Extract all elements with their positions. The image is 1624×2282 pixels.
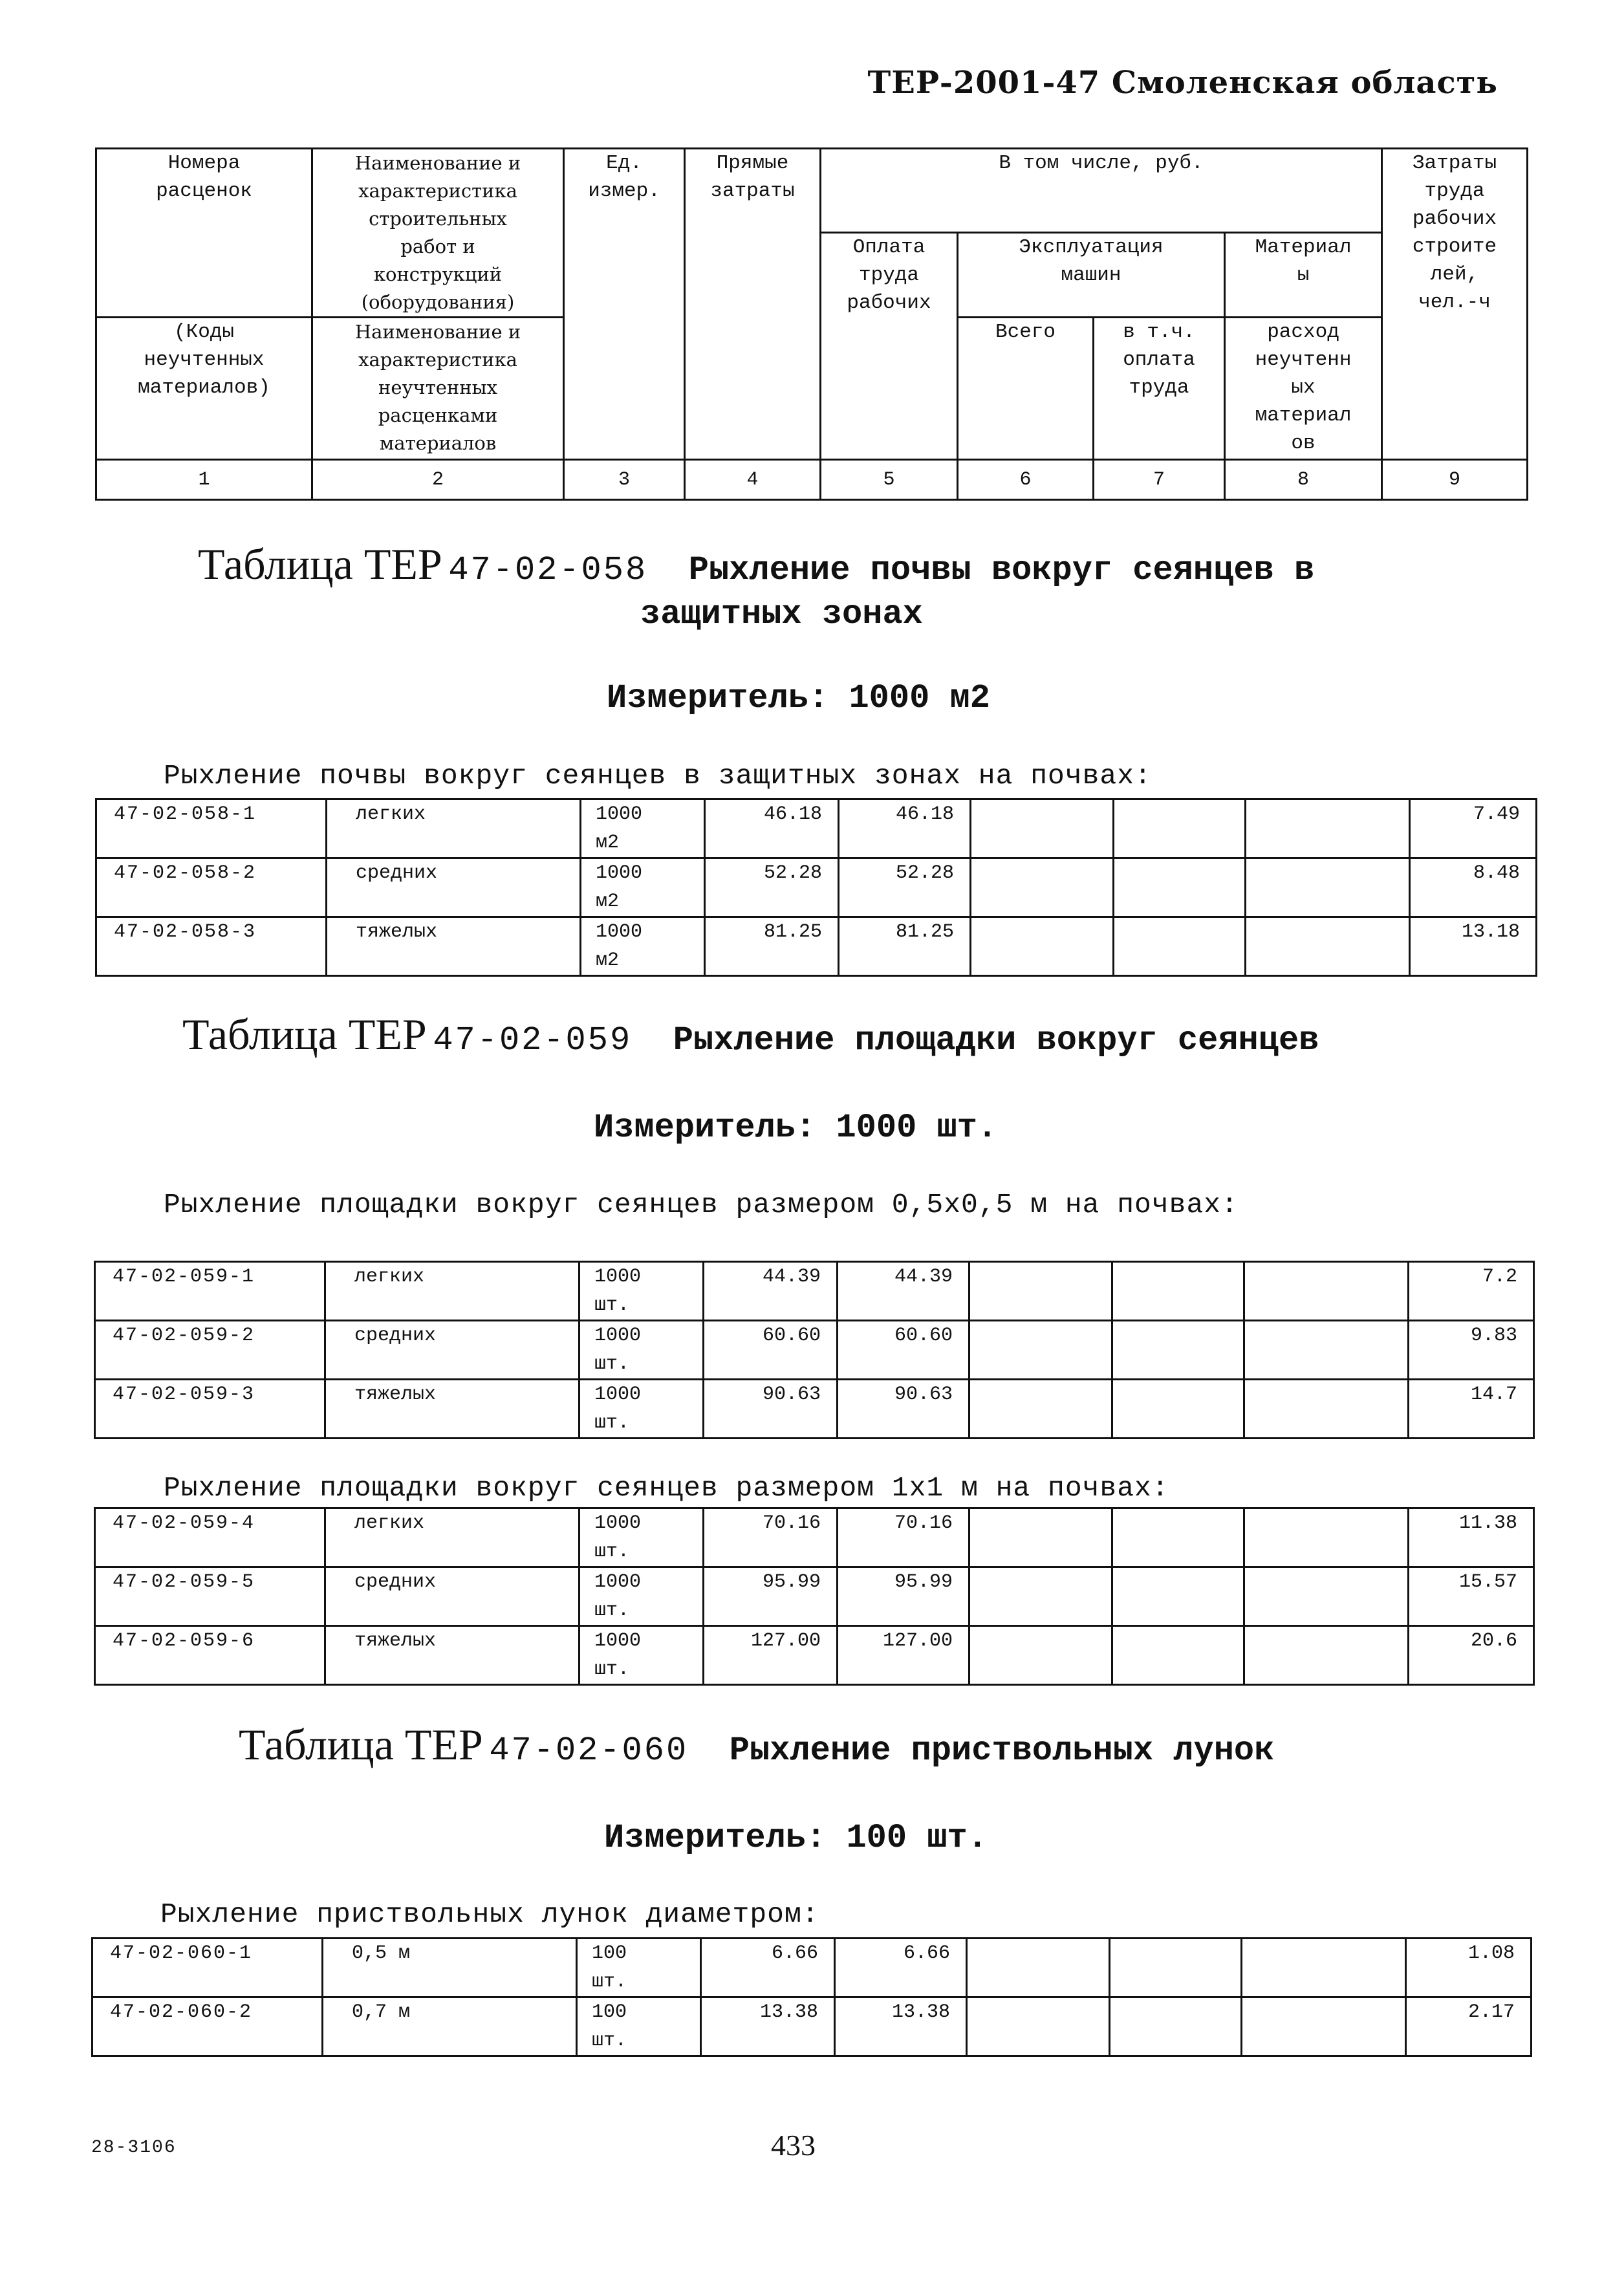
header-col-number: 6 — [958, 460, 1094, 500]
table-row — [95, 1380, 1534, 1439]
direct-cost: 60.60 — [704, 1321, 838, 1380]
table-number: 47-02-058 — [448, 551, 648, 589]
rates-table — [94, 1507, 1535, 1686]
materials — [1244, 1262, 1409, 1321]
work-name: средних — [327, 858, 581, 917]
machine-total — [969, 1380, 1112, 1439]
direct-cost: 6.66 — [701, 1939, 835, 1997]
direct-cost: 127.00 — [704, 1626, 838, 1685]
header-cell-materials: Материал ы — [1225, 233, 1382, 318]
worker-pay: 6.66 — [835, 1939, 967, 1997]
rate-code: 47-02-059-1 — [95, 1262, 325, 1321]
rate-code: 47-02-059-2 — [95, 1321, 325, 1380]
table-row — [95, 1626, 1534, 1685]
machine-total — [967, 1939, 1110, 1997]
work-name: легких — [325, 1262, 579, 1321]
rate-code: 47-02-059-6 — [95, 1626, 325, 1685]
group-caption: Рыхление площадки вокруг сеянцев размером 0,5х0,5 м на почвах: — [164, 1189, 1239, 1221]
unit: 1000 шт. — [579, 1508, 704, 1567]
labor-hours: 2.17 — [1406, 1997, 1532, 2056]
work-name: 0,7 м — [323, 1997, 577, 2056]
direct-cost: 52.28 — [705, 858, 839, 917]
labor-hours: 14.7 — [1409, 1380, 1534, 1439]
table-row — [92, 1939, 1532, 1997]
header-cell-including-group: В том числе, руб. — [821, 149, 1382, 233]
header-cell-machine-group: Эксплуатация машин — [958, 233, 1225, 318]
labor-hours: 7.49 — [1410, 799, 1537, 858]
unit: 1000 шт. — [579, 1567, 704, 1626]
table-row — [95, 1262, 1534, 1321]
direct-cost: 95.99 — [704, 1567, 838, 1626]
rates-table — [95, 798, 1537, 977]
table-row — [92, 1997, 1532, 2056]
machine-total — [969, 1321, 1112, 1380]
worker-pay: 90.63 — [838, 1380, 969, 1439]
table-number: 47-02-060 — [489, 1732, 689, 1770]
work-name: средних — [325, 1567, 579, 1626]
measure-unit: Измеритель: 1000 шт. — [594, 1109, 998, 1147]
header-col-number: 1 — [96, 460, 312, 500]
work-name: тяжелых — [325, 1626, 579, 1685]
header-cell-material-usage: расход неучтенн ых материал ов — [1225, 318, 1382, 460]
header-cell-work-name: Наименование и характеристика строительных работ и конструкций (оборудования) — [312, 149, 564, 318]
table-title — [239, 1719, 1274, 1770]
measure-unit: Измеритель: 100 шт. — [604, 1819, 988, 1857]
page-number: 433 — [771, 2129, 816, 2162]
materials — [1244, 1508, 1409, 1567]
header-cell-rate-numbers: Номера расценок — [96, 149, 312, 318]
machine-pay — [1112, 1567, 1244, 1626]
machine-total — [969, 1567, 1112, 1626]
rate-code: 47-02-059-3 — [95, 1380, 325, 1439]
materials — [1244, 1380, 1409, 1439]
table-row — [95, 1321, 1534, 1380]
header-cell-material-names: Наименование и характеристика неучтенных расценками материалов — [312, 318, 564, 460]
unit: 1000 м2 — [581, 858, 705, 917]
rate-code: 47-02-059-5 — [95, 1567, 325, 1626]
header-cell-direct-costs: Прямые затраты — [685, 149, 821, 460]
table-row — [96, 917, 1537, 976]
direct-cost: 70.16 — [704, 1508, 838, 1567]
worker-pay: 95.99 — [838, 1567, 969, 1626]
machine-pay — [1110, 1997, 1242, 2056]
labor-hours: 8.48 — [1410, 858, 1537, 917]
materials — [1244, 1321, 1409, 1380]
measure-unit: Измеритель: 1000 м2 — [607, 679, 990, 717]
labor-hours: 9.83 — [1409, 1321, 1534, 1380]
machine-pay — [1112, 1321, 1244, 1380]
machine-total — [971, 799, 1114, 858]
machine-pay — [1110, 1939, 1242, 1997]
rate-code: 47-02-059-4 — [95, 1508, 325, 1567]
worker-pay: 70.16 — [838, 1508, 969, 1567]
machine-total — [969, 1508, 1112, 1567]
worker-pay: 13.38 — [835, 1997, 967, 2056]
rate-code: 47-02-060-2 — [92, 1997, 323, 2056]
labor-hours: 20.6 — [1409, 1626, 1534, 1685]
group-caption: Рыхление приствольных лунок диаметром: — [160, 1898, 819, 1930]
materials — [1242, 1939, 1406, 1997]
machine-pay — [1112, 1626, 1244, 1685]
rate-code: 47-02-058-3 — [96, 917, 327, 976]
table-title — [198, 539, 1314, 590]
table-description-cont: защитных зонах — [640, 595, 923, 633]
table-description: Рыхление приствольных лунок — [729, 1732, 1275, 1770]
header-cell-unit: Ед. измер. — [564, 149, 685, 460]
table-row — [96, 858, 1537, 917]
direct-cost: 81.25 — [705, 917, 839, 976]
machine-pay — [1112, 1508, 1244, 1567]
labor-hours: 15.57 — [1409, 1567, 1534, 1626]
table-row — [95, 1508, 1534, 1567]
direct-cost: 46.18 — [705, 799, 839, 858]
rate-code: 47-02-058-1 — [96, 799, 327, 858]
labor-hours: 7.2 — [1409, 1262, 1534, 1321]
table-title — [182, 1009, 1319, 1060]
machine-pay — [1114, 799, 1246, 858]
rate-code: 47-02-058-2 — [96, 858, 327, 917]
table-row — [95, 1567, 1534, 1626]
work-name: легких — [325, 1508, 579, 1567]
work-name: тяжелых — [327, 917, 581, 976]
column-header-table — [95, 147, 1528, 501]
table-label: Таблица ТЕР — [198, 539, 442, 589]
materials — [1246, 799, 1410, 858]
header-cell-machine-pay: в т.ч. оплата труда — [1094, 317, 1225, 460]
direct-cost: 13.38 — [701, 1997, 835, 2056]
work-name: легких — [327, 799, 581, 858]
materials — [1246, 858, 1410, 917]
machine-total — [969, 1262, 1112, 1321]
table-row — [96, 799, 1537, 858]
unit: 1000 м2 — [581, 799, 705, 858]
unit: 1000 м2 — [581, 917, 705, 976]
table-label: Таблица ТЕР — [182, 1010, 427, 1059]
machine-pay — [1112, 1262, 1244, 1321]
header-cell-machine-total: Всего — [958, 317, 1094, 460]
unit: 1000 шт. — [579, 1262, 704, 1321]
header-col-number: 3 — [564, 460, 685, 500]
unit: 1000 шт. — [579, 1321, 704, 1380]
machine-total — [969, 1626, 1112, 1685]
work-name: 0,5 м — [323, 1939, 577, 1997]
machine-total — [967, 1997, 1110, 2056]
table-description: Рыхление площадки вокруг сеянцев — [673, 1021, 1319, 1060]
page-header-title: ТЕР-2001-47 Смоленская область — [867, 65, 1498, 101]
worker-pay: 46.18 — [839, 799, 971, 858]
labor-hours: 13.18 — [1410, 917, 1537, 976]
footer-code: 28-3106 — [91, 2138, 177, 2158]
labor-hours: 11.38 — [1409, 1508, 1534, 1567]
table-label: Таблица ТЕР — [239, 1720, 483, 1769]
labor-hours: 1.08 — [1406, 1939, 1532, 1997]
machine-pay — [1114, 858, 1246, 917]
header-cell-worker-pay: Оплата труда рабочих — [821, 233, 958, 460]
machine-pay — [1114, 917, 1246, 976]
rates-table — [94, 1261, 1535, 1439]
rates-table — [91, 1937, 1532, 2057]
worker-pay: 127.00 — [838, 1626, 969, 1685]
table-description: Рыхление почвы вокруг сеянцев в — [688, 551, 1315, 589]
unit: 1000 шт. — [579, 1380, 704, 1439]
work-name: средних — [325, 1321, 579, 1380]
direct-cost: 44.39 — [704, 1262, 838, 1321]
rate-code: 47-02-060-1 — [92, 1939, 323, 1997]
table-number: 47-02-059 — [433, 1021, 633, 1060]
unit: 1000 шт. — [579, 1626, 704, 1685]
group-caption: Рыхление площадки вокруг сеянцев размером 1х1 м на почвах: — [164, 1472, 1169, 1504]
machine-pay — [1112, 1380, 1244, 1439]
direct-cost: 90.63 — [704, 1380, 838, 1439]
worker-pay: 60.60 — [838, 1321, 969, 1380]
work-name: тяжелых — [325, 1380, 579, 1439]
header-col-number: 4 — [685, 460, 821, 500]
header-col-number: 9 — [1382, 460, 1528, 500]
header-col-number: 5 — [821, 460, 958, 500]
materials — [1244, 1626, 1409, 1685]
group-caption: Рыхление почвы вокруг сеянцев в защитных зонах на почвах: — [164, 760, 1152, 792]
unit: 100 шт. — [577, 1939, 701, 1997]
header-cell-material-codes: (Коды неучтенных материалов) — [96, 318, 312, 460]
header-col-number: 7 — [1094, 460, 1225, 500]
worker-pay: 52.28 — [839, 858, 971, 917]
materials — [1246, 917, 1410, 976]
header-col-number: 8 — [1225, 460, 1382, 500]
materials — [1242, 1997, 1406, 2056]
worker-pay: 81.25 — [839, 917, 971, 976]
machine-total — [971, 917, 1114, 976]
machine-total — [971, 858, 1114, 917]
header-col-number: 2 — [312, 460, 564, 500]
materials — [1244, 1567, 1409, 1626]
worker-pay: 44.39 — [838, 1262, 969, 1321]
unit: 100 шт. — [577, 1997, 701, 2056]
header-cell-labor-costs: Затраты труда рабочих строите лей, чел.-ч — [1382, 149, 1528, 460]
